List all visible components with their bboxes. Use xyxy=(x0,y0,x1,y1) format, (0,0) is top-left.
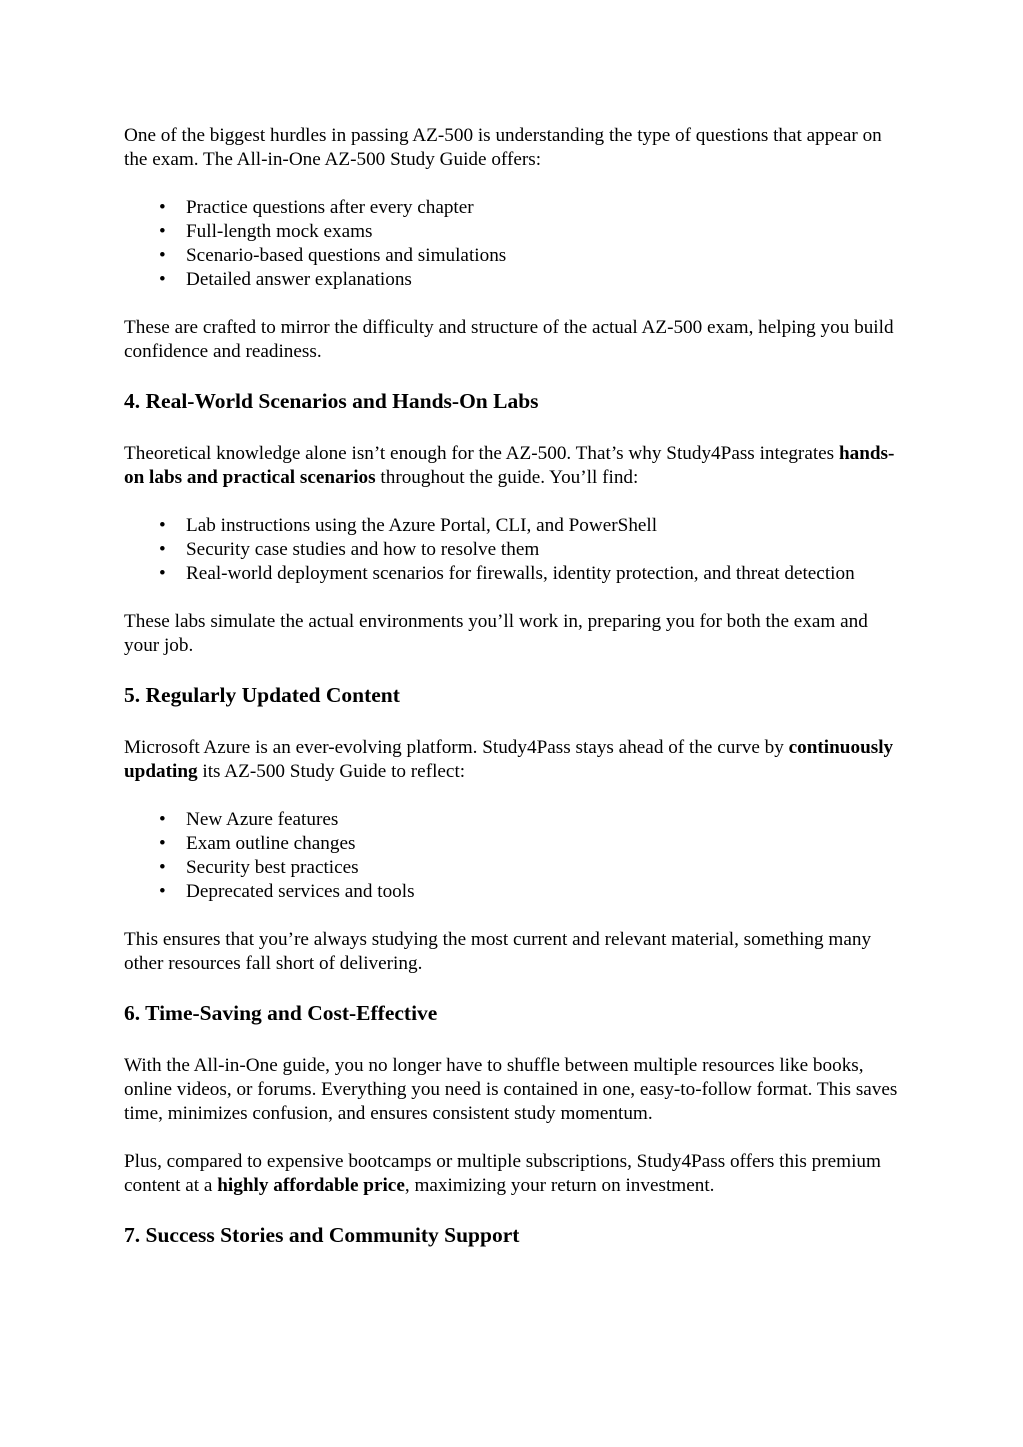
section-5-summary-paragraph: This ensures that you’re always studying the most current and relevant material, something many other resources fall short of delivering. xyxy=(124,929,872,974)
section-4-summary-paragraph: These labs simulate the actual environments you’ll work in, preparing you for both the exam and your job. xyxy=(124,611,868,656)
section-4-paragraph xyxy=(124,442,904,490)
section-5-bullet-list xyxy=(124,808,904,904)
list-item: • Lab instructions using the Azure Portal, CLI, and PowerShell xyxy=(186,514,904,538)
text-span: Microsoft Azure is an ever-evolving platform. Study4Pass stays ahead of the curve by xyxy=(124,737,789,758)
list-item: • Security best practices xyxy=(186,856,904,880)
section-4-bullet-list xyxy=(124,514,904,586)
text-span: its AZ-500 Study Guide to reflect: xyxy=(197,761,466,782)
section-4-heading: 4. Real-World Scenarios and Hands-On Labs xyxy=(124,389,539,413)
list-item: • Real-world deployment scenarios for firewalls, identity protection, and threat detection xyxy=(186,562,904,586)
bold-text: continuously updating xyxy=(124,737,894,782)
section-5-heading: 5. Regularly Updated Content xyxy=(124,683,400,707)
list-item: • Deprecated services and tools xyxy=(186,880,904,904)
list-item: • New Azure features xyxy=(186,808,904,832)
list-item: • Exam outline changes xyxy=(186,832,904,856)
section-5-paragraph xyxy=(124,736,904,784)
intro-bullet-list xyxy=(124,196,904,292)
text-span: Theoretical knowledge alone isn’t enough for the AZ-500. That’s why Study4Pass integrates xyxy=(124,443,839,464)
bold-text: hands-on labs and practical scenarios xyxy=(124,443,895,488)
list-item: • Security case studies and how to resolve them xyxy=(186,538,904,562)
list-item: • Full-length mock exams xyxy=(186,220,904,244)
text-span: , maximizing your return on investment. xyxy=(404,1175,715,1196)
list-item: • Practice questions after every chapter xyxy=(186,196,904,220)
text-span: throughout the guide. You’ll find: xyxy=(375,467,639,488)
section-6-paragraph: With the All-in-One guide, you no longer have to shuffle between multiple resources like books, online videos, or forums. Everything you need is contained in one, easy-to-follow format. This saves time, minimizes confusion, and ensures consistent study momentum. xyxy=(124,1055,898,1124)
intro-summary-paragraph: These are crafted to mirror the difficulty and structure of the actual AZ-500 exam, helping you build confidence and readiness. xyxy=(124,317,894,362)
section-6-heading: 6. Time-Saving and Cost-Effective xyxy=(124,1001,438,1025)
text-span: Plus, compared to expensive bootcamps or multiple subscriptions, Study4Pass offers this premium content at a xyxy=(124,1151,881,1196)
list-item: • Scenario-based questions and simulations xyxy=(186,244,904,268)
intro-paragraph: One of the biggest hurdles in passing AZ-500 is understanding the type of questions that appear on the exam. The All-in-One AZ-500 Study Guide offers: xyxy=(124,125,882,170)
document-page xyxy=(124,124,904,1276)
section-6-pricing-paragraph xyxy=(124,1150,904,1198)
section-7-heading: 7. Success Stories and Community Support xyxy=(124,1223,520,1247)
bold-text: highly affordable price xyxy=(217,1175,405,1196)
list-item: • Detailed answer explanations xyxy=(186,268,904,292)
